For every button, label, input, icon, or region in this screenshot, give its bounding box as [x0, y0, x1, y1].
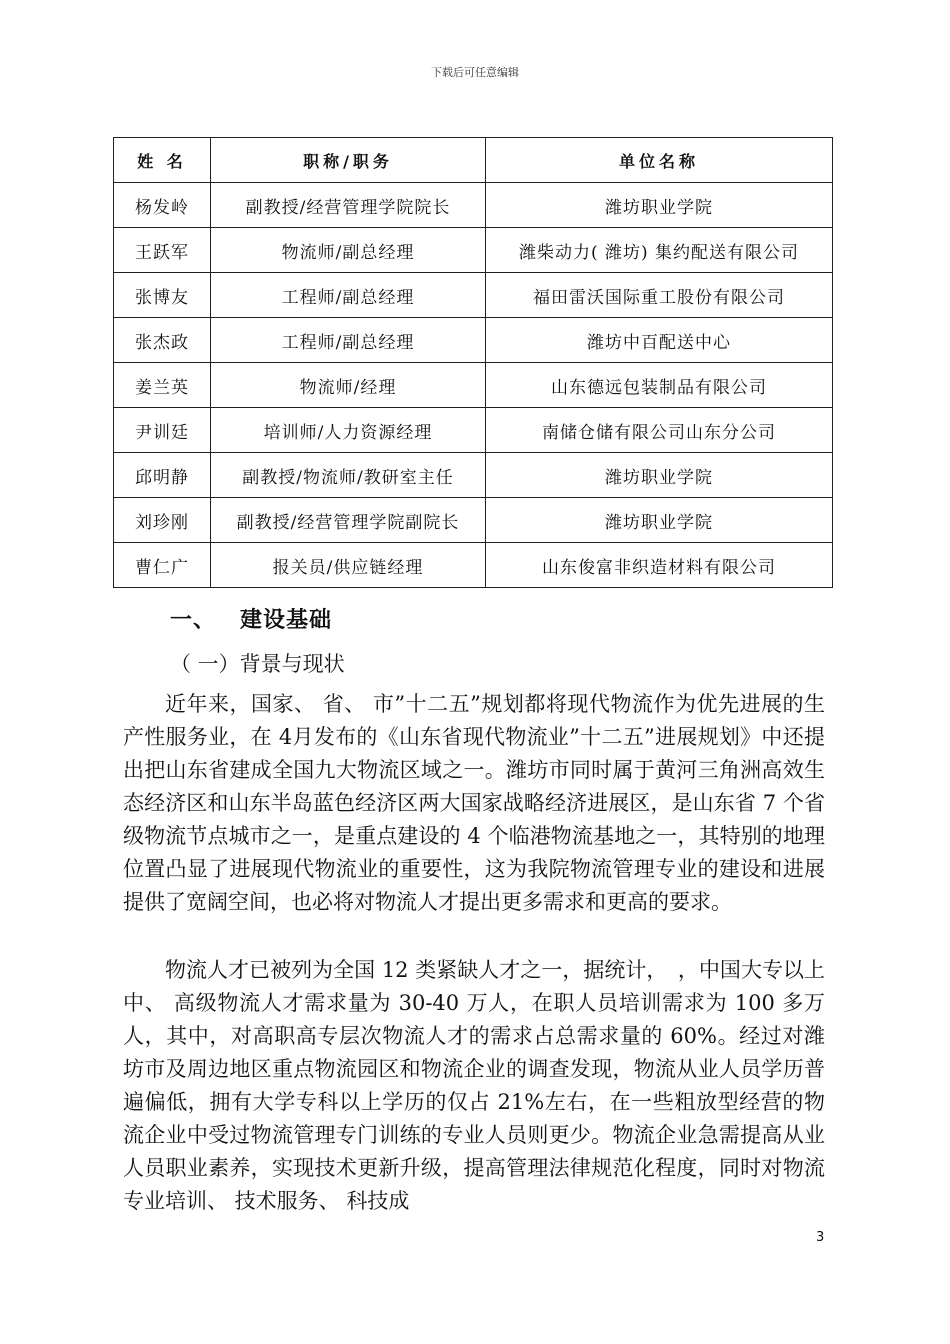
cell-organization: 福田雷沃国际重工股份有限公司: [486, 273, 833, 318]
cell-title: 工程师/副总经理: [211, 273, 486, 318]
table-row: [114, 273, 833, 318]
cell-title: 副教授/经营管理学院院长: [211, 183, 486, 228]
cell-title: 报关员/供应链经理: [211, 543, 486, 588]
cell-name: 杨发岭: [114, 183, 211, 228]
table-row: [114, 183, 833, 228]
section-title: 建设基础: [240, 608, 333, 633]
cell-organization: 潍坊职业学院: [486, 183, 833, 228]
cell-organization: 潍柴动力( 潍坊) 集约配送有限公司: [486, 228, 833, 273]
cell-organization: 山东德远包装制品有限公司: [486, 363, 833, 408]
cell-organization: 南储仓储有限公司山东分公司: [486, 408, 833, 453]
page-number: 3: [816, 1230, 825, 1245]
table-row: [114, 408, 833, 453]
cell-name: 尹训廷: [114, 408, 211, 453]
cell-name: 张博友: [114, 273, 211, 318]
cell-name: 姜兰英: [114, 363, 211, 408]
table-row: [114, 498, 833, 543]
table-row: [114, 228, 833, 273]
cell-name: 曹仁广: [114, 543, 211, 588]
cell-organization: 潍坊中百配送中心: [486, 318, 833, 363]
cell-organization: 潍坊职业学院: [486, 498, 833, 543]
table-row: [114, 363, 833, 408]
header-title: 职称/职务: [211, 138, 486, 183]
cell-title: 物流师/副总经理: [211, 228, 486, 273]
header-organization: 单位名称: [486, 138, 833, 183]
cell-name: 张杰政: [114, 318, 211, 363]
section-number: 一、: [170, 608, 217, 633]
cell-name: 邱明静: [114, 453, 211, 498]
cell-name: 王跃军: [114, 228, 211, 273]
section-heading: [170, 603, 332, 634]
header-note: 下载后可任意编辑: [431, 66, 519, 79]
table-header-row: [114, 138, 833, 183]
cell-name: 刘珍刚: [114, 498, 211, 543]
cell-title: 培训师/人力资源经理: [211, 408, 486, 453]
cell-organization: 山东俊富非织造材料有限公司: [486, 543, 833, 588]
cell-title: 副教授/经营管理学院副院长: [211, 498, 486, 543]
cell-title: 物流师/经理: [211, 363, 486, 408]
table-row: [114, 318, 833, 363]
body-paragraph: 近年来，国家、 省、 市”十二五”规划都将现代物流作为优先进展的生产性服务业，在 4月发布的《山东省现代物流业”十二五”进展规划》中还提出把山东省建成全国九大物流区域之一。潍坊市同时属于黄河三角洲高效生态经济区和山东半岛蓝色经济区两大国家战略经济进展区，是山东省 7 个省级物流节点城市之一，是重点建设的 4 个临港物流基地之一，其特别的地理位置凸显了进展现代物流业的重要性，这为我院物流管理专业的建设和进展提供了宽阔空间，也必将对物流人才提出更多需求和更高的要求。: [123, 692, 825, 914]
body-paragraph: 物流人才已被列为全国 12 类紧缺人才之一，据统计， ，中国大专以上中、 高级物流人才需求量为 30-40 万人，在职人员培训需求为 100 多万人，其中，对高职高专层次物流人才的需求占总需求量的 60%。经过对潍坊市及周边地区重点物流园区和物流企业的调查发现，物流从业人员学历普遍偏低，拥有大学专科以上学历的仅占 21%左右，在一些粗放型经营的物流企业中受过物流管理专门训练的专业人员则更少。物流企业急需提高从业人员职业素养，实现技术更新升级，提高管理法律规范化程度，同时对物流专业培训、 技术服务、 科技成: [123, 958, 825, 1213]
header-name: 姓 名: [114, 138, 211, 183]
cell-title: 工程师/副总经理: [211, 318, 486, 363]
staff-table: [113, 137, 833, 588]
cell-title: 副教授/物流师/教研室主任: [211, 453, 486, 498]
table-row: [114, 453, 833, 498]
subsection-heading: （ 一）背景与现状: [170, 652, 345, 676]
table-row: [114, 543, 833, 588]
cell-organization: 潍坊职业学院: [486, 453, 833, 498]
